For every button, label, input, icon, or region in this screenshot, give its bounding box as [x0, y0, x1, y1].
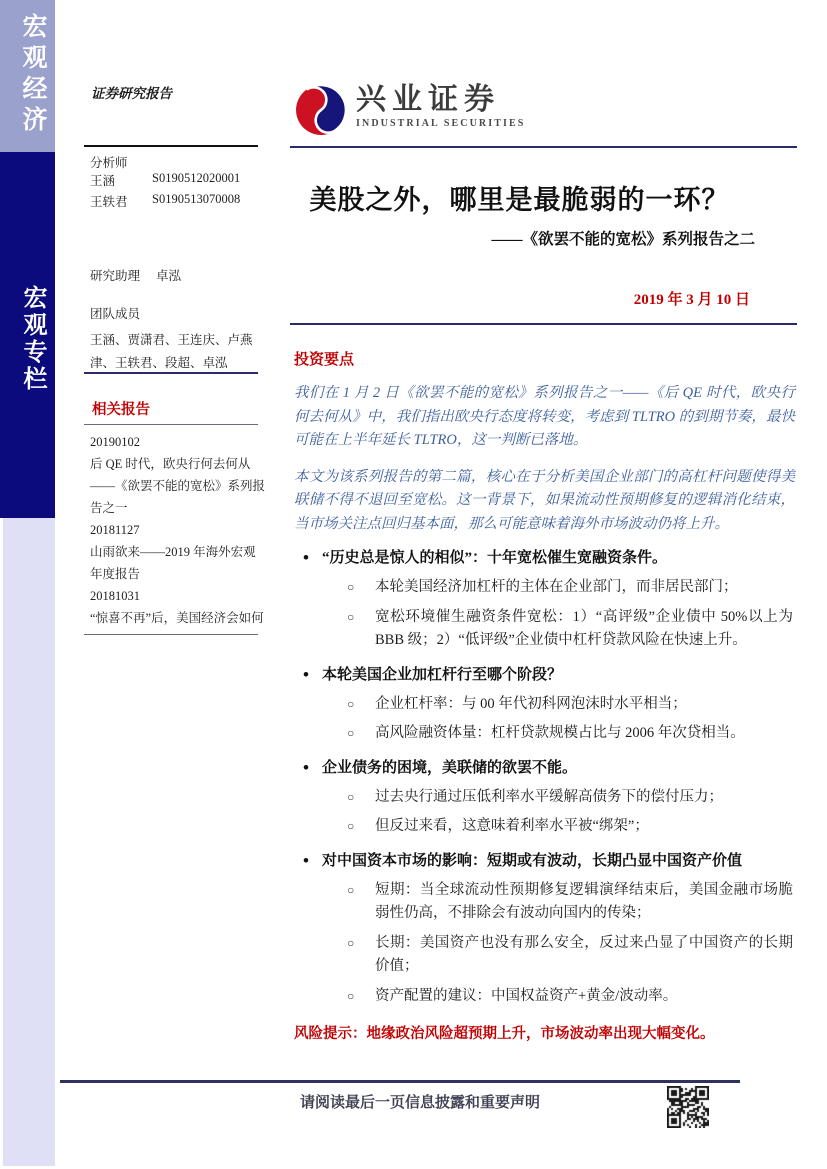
sub-bullet-text: 企业杠杆率：与 00 年代初科网泡沫时水平相当； — [375, 695, 687, 712]
circle-bullet-icon: ○ — [347, 609, 355, 624]
related-reports-header: 相关报告 — [92, 402, 150, 418]
research-assistant-row — [90, 266, 181, 284]
analyst-license-id: S0190512020001 — [152, 171, 241, 185]
bullet-heading-text: 企业债务的困境，美联储的欲罢不能。 — [322, 759, 578, 776]
related-report-title: 后 QE 时代，欧央行何去何从——《欲罢不能的宽松》系列报告之一 — [90, 457, 266, 515]
bullet-heading — [290, 664, 797, 687]
sub-bullet — [290, 576, 797, 600]
qr-code — [667, 1086, 709, 1128]
section-title: 投资要点 — [294, 352, 355, 368]
circle-bullet-icon: ○ — [347, 789, 355, 804]
related-report-item — [90, 431, 268, 519]
title-block — [290, 178, 797, 249]
intro-paragraph: 本文为该系列报告的第二篇，核心在于分析美国企业部门的高杠杆问题使得美联储不得不退回至宽松。这一背景下，如果流动性预期修复的逻辑消化结束，当市场关注点回归基本面，那么可能意味着海外市场波动仍将上升。 — [294, 468, 795, 532]
sub-bullet-text: 资产配置的建议：中国权益资产+黄金/波动率。 — [375, 987, 678, 1004]
related-report-date: 20181031 — [90, 589, 140, 603]
circle-bullet-icon: ○ — [347, 580, 355, 594]
bullet-icon: • — [303, 850, 309, 870]
circle-bullet-icon: ○ — [347, 988, 355, 1003]
sidebar-column-label: 宏观专栏 — [19, 285, 45, 393]
report-type-label: 证券研究报告 — [91, 86, 172, 101]
divider — [84, 424, 258, 425]
logo-name-cn: 兴业证券 — [356, 83, 500, 116]
related-report-title: “惊喜不再”后，美国经济会如何 — [90, 611, 264, 625]
bullet-item — [290, 664, 797, 746]
bullet-icon: • — [303, 548, 309, 567]
report-subtitle: ——《欲罢不能的宽松》系列报告之二 — [491, 231, 755, 248]
analyst-name: 王轶君 — [90, 195, 128, 209]
date-divider — [290, 323, 797, 325]
sub-bullet-text: 宽松环境催生融资条件宽松：1）“高评级”企业债中 50%以上为 BBB 级；2）“低评级”企业债中杠杆贷款风险在快速上升。 — [375, 608, 793, 648]
assistant-label: 研究助理 — [90, 269, 141, 283]
bullet-icon: • — [303, 757, 309, 777]
footer-disclaimer: 请阅读最后一页信息披露和重要声明 — [299, 1095, 540, 1111]
sub-bullet — [290, 932, 797, 979]
header-divider — [290, 146, 797, 148]
related-report-item — [90, 585, 268, 629]
divider — [84, 145, 258, 147]
sub-bullet — [290, 879, 797, 926]
sidebar-band-middle — [0, 152, 55, 518]
circle-bullet-icon: ○ — [347, 696, 355, 711]
analyst-row — [90, 171, 270, 189]
related-report-item — [90, 519, 268, 585]
bullet-item — [290, 757, 797, 839]
sub-bullet-text: 高风险融资体量：杠杆贷款规模占比与 2006 年次贷相当。 — [375, 725, 745, 741]
analyst-license-id: S0190513070008 — [152, 192, 241, 206]
bullet-heading-text: 对中国资本市场的影响：短期或有波动，长期凸显中国资产价值 — [322, 852, 743, 869]
sub-bullet-text: 过去央行通过压低利率水平缓解高债务下的偿付压力； — [375, 788, 723, 805]
sub-bullet-text: 本轮美国经济加杠杆的主体在企业部门，而非居民部门； — [375, 579, 738, 595]
logo-name-en: INDUSTRIAL SECURITIES — [356, 118, 526, 129]
sub-bullet — [290, 815, 797, 839]
assistant-name: 卓泓 — [156, 269, 182, 283]
bullet-heading — [290, 850, 797, 873]
circle-bullet-icon: ○ — [347, 819, 355, 833]
bullet-icon: • — [303, 664, 309, 684]
analyst-name: 王涵 — [90, 174, 116, 188]
related-report-title: 山雨欲来——2019 年海外宏观年度报告 — [90, 545, 256, 581]
circle-bullet-icon: ○ — [347, 726, 355, 740]
bullet-heading-text: 本轮美国企业加杠杆行至哪个阶段？ — [322, 666, 563, 683]
team-section-label: 团队成员 — [90, 307, 141, 321]
sub-bullet — [290, 722, 797, 746]
bullet-item — [290, 850, 797, 1009]
divider — [84, 372, 258, 374]
footer-divider — [60, 1080, 740, 1083]
report-title: 美股之外，哪里是最脆弱的一环？ — [309, 185, 730, 215]
logo-swirl-icon — [295, 84, 347, 141]
sub-bullet — [290, 985, 797, 1009]
sidebar-category-label: 宏观经济 — [19, 13, 46, 137]
report-body — [290, 336, 797, 1046]
circle-bullet-icon: ○ — [347, 882, 355, 897]
logo-wordmark — [356, 84, 525, 129]
sub-bullet — [290, 606, 797, 653]
related-report-date: 20190102 — [90, 435, 140, 449]
analyst-section-label: 分析师 — [90, 156, 128, 170]
sidebar-band-top — [0, 0, 55, 152]
bullet-heading-text: “历史总是惊人的相似”：十年宽松催生宽融资条件。 — [322, 550, 668, 566]
circle-bullet-icon: ○ — [347, 935, 355, 950]
related-reports-list — [90, 431, 268, 629]
sub-bullet-text: 短期：当全球流动性预期修复逻辑演绎结束后，美国金融市场脆弱性仍高，不排除会有波动向国内的传染； — [375, 881, 793, 921]
sub-bullet — [290, 693, 797, 717]
sub-bullet-text: 但反过来看，这意味着利率水平被“绑架”； — [375, 818, 649, 834]
risk-warning: 风险提示：地缘政治风险超预期上升，市场波动率出现大幅变化。 — [294, 1026, 715, 1042]
related-report-date: 20181127 — [90, 523, 140, 537]
bullet-heading — [290, 757, 797, 780]
sub-bullet-text: 长期：美国资产也没有那么安全，反过来凸显了中国资产的长期价值； — [375, 934, 793, 974]
report-date: 2019 年 3 月 10 日 — [633, 292, 750, 308]
bullet-heading — [290, 547, 797, 570]
sub-bullet — [290, 786, 797, 810]
team-members: 王涵、贾潇君、王连庆、卢燕津、王轶君、段超、卓泓 — [90, 333, 253, 370]
intro-paragraph: 我们在 1 月 2 日《欲罢不能的宽松》系列报告之一——《后 QE 时代，欧央行何去何从》中，我们指出欧央行态度将转变，考虑到 TLTRO 的到期节奏，最快可能在上半年延长 TLTRO，这一判断已落地。 — [294, 385, 795, 448]
bullet-item — [290, 547, 797, 653]
sidebar-band-bottom — [3, 518, 55, 1166]
divider — [84, 634, 258, 635]
analyst-row — [90, 192, 270, 210]
company-logo — [295, 84, 525, 141]
